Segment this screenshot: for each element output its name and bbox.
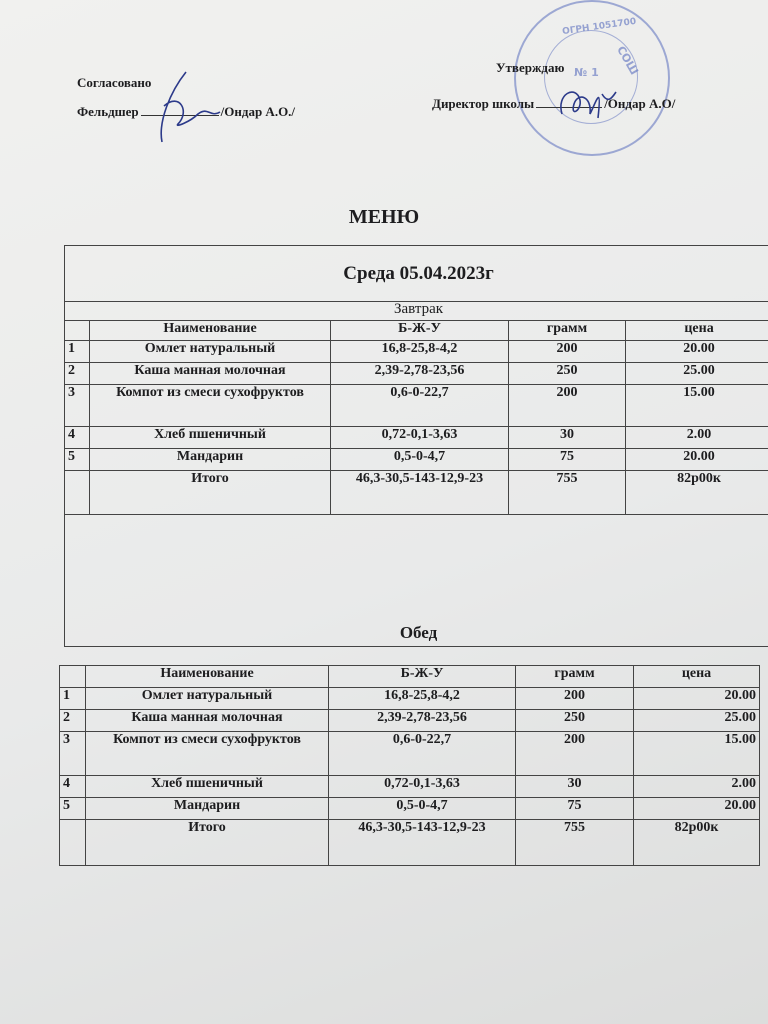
- total-gram: 755: [516, 820, 634, 866]
- table-row: [60, 732, 760, 776]
- total-bju: 46,3-30,5-143-12,9-23: [329, 820, 516, 866]
- director-role: Директор школы: [432, 96, 535, 111]
- table-row: [65, 427, 768, 449]
- dish-bju: 16,8-25,8-4,2: [331, 341, 509, 363]
- row-number: 5: [60, 798, 86, 820]
- table-row: [65, 449, 768, 471]
- director-name: /Ондар А.О/: [604, 96, 676, 111]
- dish-bju: 0,5-0-4,7: [329, 798, 516, 820]
- dish-name: Мандарин: [86, 798, 329, 820]
- dish-name: Компот из смеси сухофруктов: [86, 732, 329, 776]
- dish-price: 15.00: [626, 385, 768, 427]
- col-gram: грамм: [509, 321, 626, 341]
- table-header: [65, 321, 768, 341]
- dish-name: Хлеб пшеничный: [90, 427, 331, 449]
- lunch-label: Обед: [65, 515, 768, 647]
- row-number: 2: [60, 710, 86, 732]
- col-bju: Б-Ж-У: [331, 321, 509, 341]
- dish-price: 25.00: [626, 363, 768, 385]
- dish-gram: 200: [509, 341, 626, 363]
- dish-bju: 2,39-2,78-23,56: [329, 710, 516, 732]
- breakfast-label: Завтрак: [65, 302, 768, 321]
- dish-name: Омлет натуральный: [86, 688, 329, 710]
- dish-bju: 0,5-0-4,7: [331, 449, 509, 471]
- dish-gram: 75: [516, 798, 634, 820]
- dish-gram: 250: [516, 710, 634, 732]
- day-title: Среда 05.04.2023г: [65, 246, 768, 302]
- col-name: Наименование: [86, 666, 329, 688]
- total-gram: 755: [509, 471, 626, 515]
- dish-price: 15.00: [634, 732, 760, 776]
- dish-gram: 30: [516, 776, 634, 798]
- table-header: [60, 666, 760, 688]
- table-row: [60, 776, 760, 798]
- page-title: МЕНЮ: [348, 206, 420, 228]
- dish-gram: 200: [516, 732, 634, 776]
- table-row: [65, 341, 768, 363]
- dish-price: 20.00: [634, 688, 760, 710]
- dish-gram: 30: [509, 427, 626, 449]
- stamp-number: № 1: [574, 66, 599, 79]
- total-price: 82р00к: [634, 820, 760, 866]
- row-number: 2: [65, 363, 90, 385]
- stamp-edge-text: СОШ: [614, 43, 641, 78]
- table-total-row: [65, 471, 768, 515]
- row-number: 3: [65, 385, 90, 427]
- stamp-ogrn-text: ОГРН 1051700: [561, 16, 637, 38]
- dish-bju: 0,72-0,1-3,63: [331, 427, 509, 449]
- approve-label: Утверждаю: [496, 60, 565, 75]
- paramedic-signature: [150, 62, 230, 152]
- approved-label: Согласовано: [77, 75, 152, 90]
- dish-price: 20.00: [626, 449, 768, 471]
- table-row: [60, 688, 760, 710]
- dish-name: Каша манная молочная: [86, 710, 329, 732]
- col-bju: Б-Ж-У: [329, 666, 516, 688]
- total-bju: 46,3-30,5-143-12,9-23: [331, 471, 509, 515]
- row-number: 4: [65, 427, 90, 449]
- dish-bju: 2,39-2,78-23,56: [331, 363, 509, 385]
- dish-gram: 200: [509, 385, 626, 427]
- dish-name: Хлеб пшеничный: [86, 776, 329, 798]
- dish-price: 25.00: [634, 710, 760, 732]
- paramedic-name: /Ондар А.О./: [220, 104, 296, 119]
- row-number: 3: [60, 732, 86, 776]
- dish-name: Компот из смеси сухофруктов: [90, 385, 331, 427]
- dish-name: Мандарин: [90, 449, 331, 471]
- table-row: [60, 798, 760, 820]
- dish-gram: 200: [516, 688, 634, 710]
- total-label: Итого: [86, 820, 329, 866]
- dish-bju: 0,72-0,1-3,63: [329, 776, 516, 798]
- table-row: [65, 363, 768, 385]
- col-name: Наименование: [90, 321, 331, 341]
- row-number: 4: [60, 776, 86, 798]
- dish-price: 2.00: [634, 776, 760, 798]
- col-price: цена: [634, 666, 760, 688]
- row-number: 1: [65, 341, 90, 363]
- paramedic-role: Фельдшер: [77, 104, 139, 119]
- col-price: цена: [626, 321, 768, 341]
- row-number: 1: [60, 688, 86, 710]
- dish-gram: 75: [509, 449, 626, 471]
- dish-name: Каша манная молочная: [90, 363, 331, 385]
- dish-price: 2.00: [626, 427, 768, 449]
- director-signature: [552, 74, 622, 134]
- total-price: 82р00к: [626, 471, 768, 515]
- col-gram: грамм: [516, 666, 634, 688]
- table-row: [60, 710, 760, 732]
- dish-price: 20.00: [626, 341, 768, 363]
- dish-price: 20.00: [634, 798, 760, 820]
- breakfast-table: [64, 245, 768, 647]
- table-total-row: [60, 820, 760, 866]
- dish-bju: 0,6-0-22,7: [329, 732, 516, 776]
- total-label: Итого: [90, 471, 331, 515]
- dish-name: Омлет натуральный: [90, 341, 331, 363]
- row-number: 5: [65, 449, 90, 471]
- dish-bju: 0,6-0-22,7: [331, 385, 509, 427]
- lunch-table: [59, 665, 760, 866]
- dish-gram: 250: [509, 363, 626, 385]
- dish-bju: 16,8-25,8-4,2: [329, 688, 516, 710]
- table-row: [65, 385, 768, 427]
